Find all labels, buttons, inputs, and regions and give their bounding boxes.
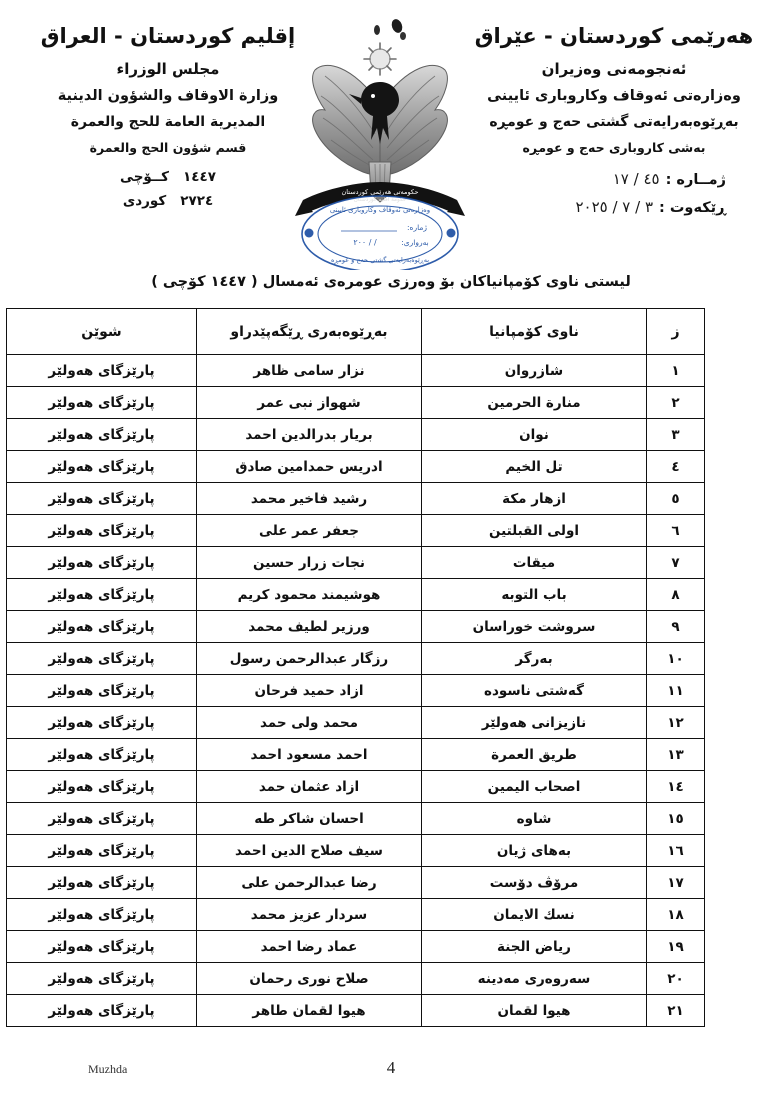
calendar-hijri-value: ١٤٤٧ bbox=[182, 169, 216, 186]
row-company-cell: منارة الحرمين bbox=[422, 387, 647, 419]
official-stamp-icon bbox=[302, 196, 458, 270]
table-row bbox=[7, 835, 705, 867]
table-row bbox=[7, 771, 705, 803]
row-place-cell: پارێزگای هه‌ولێر bbox=[7, 419, 197, 451]
row-place-cell: پارێزگای هه‌ولێر bbox=[7, 451, 197, 483]
row-place-cell: پارێزگای هه‌ولێر bbox=[7, 835, 197, 867]
row-manager-cell: سردار عزیز محمد bbox=[197, 899, 422, 931]
row-company-cell: سه‌روه‌ری مه‌دینه bbox=[422, 963, 647, 995]
table-row bbox=[7, 739, 705, 771]
table-row bbox=[7, 643, 705, 675]
calendar-kurdi-label: كوردى bbox=[122, 192, 167, 209]
kurdish-directorate-line: به‌ڕێوه‌به‌رایه‌تی گشتی حه‌ج و عومڕه bbox=[489, 113, 739, 130]
reference-date-label: ڕێکه‌وت : bbox=[659, 199, 726, 216]
row-company-cell: اصحاب اليمين bbox=[422, 771, 647, 803]
row-place-cell: پارێزگای هه‌ولێر bbox=[7, 355, 197, 387]
row-manager-cell: ازاد حمید فرحان bbox=[197, 675, 422, 707]
table-head bbox=[7, 309, 705, 355]
calendar-block bbox=[18, 166, 318, 213]
row-company-cell: گه‌شتی ناسوده bbox=[422, 675, 647, 707]
table-row bbox=[7, 707, 705, 739]
row-company-cell: مرۆڤ دۆست bbox=[422, 867, 647, 899]
row-company-cell: طريق العمرة bbox=[422, 739, 647, 771]
row-place-cell: پارێزگای هه‌ولێر bbox=[7, 675, 197, 707]
row-place-cell: پارێزگای هه‌ولێر bbox=[7, 707, 197, 739]
table-row bbox=[7, 451, 705, 483]
row-manager-cell: بریار بدرالدین احمد bbox=[197, 419, 422, 451]
row-place-cell: پارێزگای هه‌ولێر bbox=[7, 547, 197, 579]
header-kurdish-block bbox=[464, 22, 764, 221]
row-company-cell: به‌رگر bbox=[422, 643, 647, 675]
table-body bbox=[7, 355, 705, 1027]
row-manager-cell: شهواز نبی عمر bbox=[197, 387, 422, 419]
column-header-index: ز bbox=[647, 309, 705, 355]
table-row bbox=[7, 547, 705, 579]
row-manager-cell: نجات زرار حسین bbox=[197, 547, 422, 579]
row-company-cell: نازیزانی هه‌ولێر bbox=[422, 707, 647, 739]
row-company-cell: هیوا لقمان bbox=[422, 995, 647, 1027]
footer-author: Muzhda bbox=[88, 1062, 128, 1076]
arabic-ministry-line: وزارة الاوقاف والشؤون الدينية bbox=[57, 88, 279, 105]
kurdish-department-line: به‌شی کاروباری حه‌ج و عومڕه bbox=[522, 139, 706, 155]
row-place-cell: پارێزگای هه‌ولێر bbox=[7, 611, 197, 643]
row-manager-cell: جعفر عمر علی bbox=[197, 515, 422, 547]
calendar-hijri-label: كــۆچى bbox=[120, 169, 169, 186]
row-manager-cell: هوشیمند محمود کریم bbox=[197, 579, 422, 611]
table-row bbox=[7, 931, 705, 963]
svg-text:وەزارەتی ئەوقاف وکاروباری ئایی: وەزارەتی ئەوقاف وکاروباری ئایینی bbox=[329, 206, 431, 214]
kurdistan-emblem-icon bbox=[285, 12, 475, 270]
row-index-cell: ٢ bbox=[647, 387, 705, 419]
row-index-cell: ١٢ bbox=[647, 707, 705, 739]
row-manager-cell: هیوا لقمان طاهر bbox=[197, 995, 422, 1027]
row-company-cell: ازهار مكة bbox=[422, 483, 647, 515]
row-company-cell: رياض الجنة bbox=[422, 931, 647, 963]
row-index-cell: ١٧ bbox=[647, 867, 705, 899]
row-index-cell: ٦ bbox=[647, 515, 705, 547]
row-manager-cell: رضا عبدالرحمن علی bbox=[197, 867, 422, 899]
table-row bbox=[7, 387, 705, 419]
row-place-cell: پارێزگای هه‌ولێر bbox=[7, 867, 197, 899]
reference-number-row bbox=[464, 166, 764, 193]
row-place-cell: پارێزگای هه‌ولێر bbox=[7, 387, 197, 419]
row-index-cell: ١٩ bbox=[647, 931, 705, 963]
row-index-cell: ٣ bbox=[647, 419, 705, 451]
row-index-cell: ٥ bbox=[647, 483, 705, 515]
arabic-directorate-line: المديرية العامة للحج والعمرة bbox=[70, 113, 266, 130]
kurdish-region-title: هەرێمی کوردستان - عێراق bbox=[474, 24, 754, 48]
row-place-cell: پارێزگای هه‌ولێر bbox=[7, 739, 197, 771]
row-index-cell: ٧ bbox=[647, 547, 705, 579]
row-manager-cell: نزار سامی ظاهر bbox=[197, 355, 422, 387]
row-manager-cell: ازاد عثمان حمد bbox=[197, 771, 422, 803]
row-company-cell: نوان bbox=[422, 419, 647, 451]
table-row bbox=[7, 611, 705, 643]
calendar-hijri-row bbox=[18, 166, 318, 190]
row-manager-cell: احمد مسعود احمد bbox=[197, 739, 422, 771]
arabic-council-line: مجلس الوزراء bbox=[116, 59, 220, 78]
table-row bbox=[7, 803, 705, 835]
table-row bbox=[7, 963, 705, 995]
row-index-cell: ٢٠ bbox=[647, 963, 705, 995]
column-header-manager: به‌ڕێوه‌به‌ری ڕێگه‌پێدراو bbox=[197, 309, 422, 355]
row-index-cell: ٨ bbox=[647, 579, 705, 611]
row-company-cell: نسك الايمان bbox=[422, 899, 647, 931]
calendar-kurdi-row bbox=[18, 190, 318, 214]
row-manager-cell: ادریس حمدامین صادق bbox=[197, 451, 422, 483]
companies-table bbox=[6, 308, 705, 1027]
table-header-row bbox=[7, 309, 705, 355]
row-company-cell: شاوه bbox=[422, 803, 647, 835]
column-header-place: شوێن bbox=[7, 309, 197, 355]
table-row bbox=[7, 867, 705, 899]
svg-text:/ / ٢٠٠: / / ٢٠٠ bbox=[353, 238, 377, 247]
table-row bbox=[7, 515, 705, 547]
row-index-cell: ١٣ bbox=[647, 739, 705, 771]
row-index-cell: ١٦ bbox=[647, 835, 705, 867]
table-row bbox=[7, 579, 705, 611]
table-row bbox=[7, 995, 705, 1027]
row-place-cell: پارێزگای هه‌ولێر bbox=[7, 931, 197, 963]
row-manager-cell: ورزیر لطیف محمد bbox=[197, 611, 422, 643]
svg-text:ژماره‌:: ژماره‌: bbox=[406, 223, 428, 232]
table-row bbox=[7, 419, 705, 451]
svg-text:به‌ڕێوه‌به‌رایه‌تی گشتی حه‌ج و: به‌ڕێوه‌به‌رایه‌تی گشتی حه‌ج و عومڕه bbox=[330, 256, 430, 264]
row-place-cell: پارێزگای هه‌ولێر bbox=[7, 643, 197, 675]
row-index-cell: ٤ bbox=[647, 451, 705, 483]
table-row bbox=[7, 899, 705, 931]
row-manager-cell: رزگار عبدالرحمن رسول bbox=[197, 643, 422, 675]
row-company-cell: باب التوبه bbox=[422, 579, 647, 611]
document-header bbox=[0, 0, 782, 270]
row-company-cell: سروشت خوراسان bbox=[422, 611, 647, 643]
row-place-cell: پارێزگای هه‌ولێر bbox=[7, 803, 197, 835]
row-index-cell: ١١ bbox=[647, 675, 705, 707]
svg-text:به‌رواری:: به‌رواری: bbox=[401, 238, 429, 247]
table-row bbox=[7, 483, 705, 515]
reference-date-row bbox=[464, 194, 764, 221]
reference-number-value: ٤٥ / ١٧ bbox=[612, 170, 660, 189]
row-place-cell: پارێزگای هه‌ولێر bbox=[7, 963, 197, 995]
row-place-cell: پارێزگای هه‌ولێر bbox=[7, 515, 197, 547]
row-index-cell: ١٨ bbox=[647, 899, 705, 931]
table-row bbox=[7, 675, 705, 707]
row-company-cell: شازروان bbox=[422, 355, 647, 387]
arabic-region-title: إقليم كوردستان - العراق bbox=[40, 24, 296, 48]
row-company-cell: اولى القبلتين bbox=[422, 515, 647, 547]
kurdish-council-line: ئه‌نجومه‌نی وه‌زیران bbox=[541, 59, 687, 78]
row-company-cell: به‌های ژیان bbox=[422, 835, 647, 867]
row-manager-cell: محمد ولی حمد bbox=[197, 707, 422, 739]
row-index-cell: ١٠ bbox=[647, 643, 705, 675]
row-manager-cell: عماد رضا احمد bbox=[197, 931, 422, 963]
companies-table-wrapper bbox=[0, 308, 782, 1027]
row-company-cell: تل الخيم bbox=[422, 451, 647, 483]
row-index-cell: ٩ bbox=[647, 611, 705, 643]
svg-text:حکومەتی هەرێمی کوردستان: حکومەتی هەرێمی کوردستان bbox=[341, 188, 419, 196]
calendar-kurdi-value: ٢٧٢٤ bbox=[180, 192, 214, 209]
row-place-cell: پارێزگای هه‌ولێر bbox=[7, 579, 197, 611]
column-header-company: ناوی کۆمپانیا bbox=[422, 309, 647, 355]
row-place-cell: پارێزگای هه‌ولێر bbox=[7, 899, 197, 931]
row-index-cell: ١٥ bbox=[647, 803, 705, 835]
reference-block bbox=[464, 166, 764, 221]
row-place-cell: پارێزگای هه‌ولێر bbox=[7, 771, 197, 803]
row-index-cell: ٢١ bbox=[647, 995, 705, 1027]
row-manager-cell: رشید فاخیر محمد bbox=[197, 483, 422, 515]
emblem-and-stamp bbox=[285, 12, 475, 267]
row-index-cell: ١٤ bbox=[647, 771, 705, 803]
reference-date-value: ٣ / ٧ / ٢٠٢٥ bbox=[575, 197, 654, 216]
document-footer bbox=[0, 1058, 782, 1086]
row-manager-cell: احسان شاکر طه bbox=[197, 803, 422, 835]
row-company-cell: ميقات bbox=[422, 547, 647, 579]
row-manager-cell: سیف صلاح الدین احمد bbox=[197, 835, 422, 867]
table-row bbox=[7, 355, 705, 387]
kurdish-ministry-line: وه‌زاره‌تی ئه‌وقاف وکاروباری ئایینی bbox=[487, 88, 741, 105]
arabic-department-line: قسم شؤون الحج والعمرة bbox=[89, 139, 247, 155]
svg-text:حكومة اقليم كوردستان: حكومة اقليم كوردستان bbox=[353, 197, 407, 203]
reference-number-label: ژمــاره‌ : bbox=[665, 172, 726, 189]
row-place-cell: پارێزگای هه‌ولێر bbox=[7, 483, 197, 515]
row-manager-cell: صلاح نوری رحمان bbox=[197, 963, 422, 995]
footer-page-number: 4 bbox=[386, 1058, 396, 1077]
page-title: لیستی ناوی کۆمپانیاکان بۆ وەرزی عومرەی ئەمسال ( ١٤٤٧ کۆچی ) bbox=[151, 274, 631, 290]
row-place-cell: پارێزگای هه‌ولێر bbox=[7, 995, 197, 1027]
header-arabic-block bbox=[18, 22, 318, 214]
row-index-cell: ١ bbox=[647, 355, 705, 387]
